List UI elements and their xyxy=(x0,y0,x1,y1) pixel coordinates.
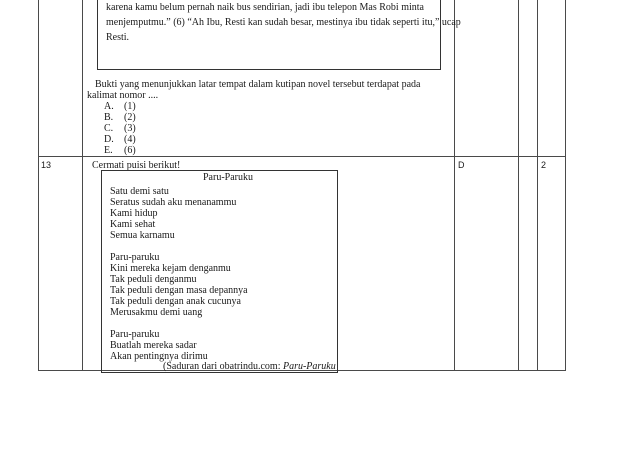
question-number: 13 xyxy=(41,160,52,170)
score-value: 2 xyxy=(541,160,547,170)
poem-line: Seratus sudah aku menanammu xyxy=(110,197,237,208)
option-letter: A. xyxy=(104,101,114,112)
option-letter: D. xyxy=(104,134,114,145)
question-text: kalimat nomor .... xyxy=(87,90,159,101)
poem-source-prefix: (Saduran dari obatrindu.com: xyxy=(163,361,283,372)
poem-source xyxy=(163,361,336,372)
excerpt-line: menjemputmu.” (6) “Ah Ibu, Resti kan sudah besar, mestinya ibu tidak seperti itu,” ucap xyxy=(106,17,461,28)
table-col-border xyxy=(454,0,455,371)
poem-line: Akan pentingnya dirimu xyxy=(110,351,208,362)
poem-line: Tak peduli dengan masa depannya xyxy=(110,285,248,296)
table-row-divider xyxy=(38,156,565,157)
table-col-border xyxy=(565,0,566,371)
table-col-border xyxy=(82,0,83,371)
table-col-border xyxy=(38,0,39,371)
option-letter: B. xyxy=(104,112,114,123)
poem-line: Merusakmu demi uang xyxy=(110,307,203,318)
option-letter: C. xyxy=(104,123,114,134)
poem-line: Paru-paruku xyxy=(110,252,160,263)
option-text: (2) xyxy=(124,112,136,123)
option-letter: E. xyxy=(104,145,113,156)
question-text: Bukti yang menunjukkan latar tempat dalam kutipan novel tersebut terdapat pada xyxy=(95,79,421,90)
option-text: (3) xyxy=(124,123,136,134)
option-text: (4) xyxy=(124,134,136,145)
table-col-border xyxy=(518,0,519,371)
poem-line: Kami sehat xyxy=(110,219,156,230)
poem-line: Tak peduli dengan anak cucunya xyxy=(110,296,241,307)
answer-key: D xyxy=(458,160,465,170)
poem-line: Satu demi satu xyxy=(110,186,169,197)
poem-line: Kini mereka kejam denganmu xyxy=(110,263,231,274)
question-instruction: Cermati puisi berikut! xyxy=(92,160,181,171)
poem-source-title: Paru-Paruku xyxy=(282,361,336,372)
poem-line: Semua karnamu xyxy=(110,230,175,241)
option-text: (6) xyxy=(124,145,136,156)
poem-line: Tak peduli denganmu xyxy=(110,274,197,285)
poem-line: Paru-paruku xyxy=(110,329,160,340)
poem-line: Buatlah mereka sadar xyxy=(110,340,197,351)
table-col-border xyxy=(537,0,538,371)
option-text: (1) xyxy=(124,101,136,112)
excerpt-line: karena kamu belum pernah naik bus sendirian, jadi ibu telepon Mas Robi minta xyxy=(106,2,424,13)
poem-line: Kami hidup xyxy=(110,208,158,219)
poem-title: Paru-Paruku xyxy=(203,172,253,183)
excerpt-line: Resti. xyxy=(106,32,130,43)
